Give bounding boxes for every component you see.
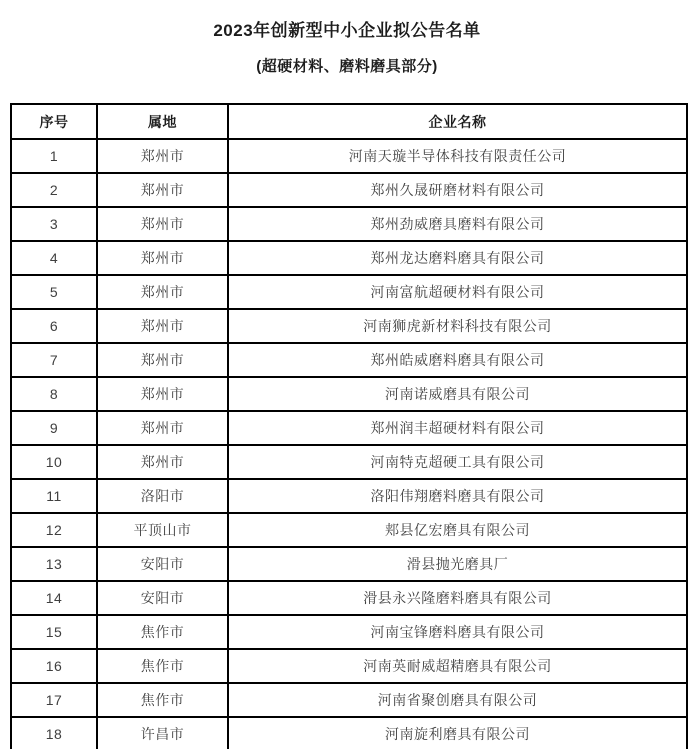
cell-city: 安阳市 [97,581,228,615]
cell-city: 郑州市 [97,241,228,275]
cell-company: 郏县亿宏磨具有限公司 [228,513,687,547]
table-row [11,581,687,615]
cell-city: 洛阳市 [97,479,228,513]
cell-company: 郑州劲威磨具磨料有限公司 [228,207,687,241]
cell-city: 郑州市 [97,275,228,309]
cell-city: 安阳市 [97,547,228,581]
cell-company: 河南富航超硬材料有限公司 [228,275,687,309]
table-row [11,139,687,173]
table-row [11,717,687,749]
column-header-no: 序号 [11,104,97,139]
cell-city: 许昌市 [97,717,228,749]
cell-no: 2 [11,173,97,207]
cell-company: 河南旋利磨具有限公司 [228,717,687,749]
cell-company: 河南宝锋磨料磨具有限公司 [228,615,687,649]
table-body [11,139,687,749]
cell-no: 13 [11,547,97,581]
cell-no: 15 [11,615,97,649]
cell-company: 郑州久晟研磨材料有限公司 [228,173,687,207]
cell-city: 郑州市 [97,343,228,377]
cell-company: 河南特克超硬工具有限公司 [228,445,687,479]
company-table [10,103,688,749]
table-row [11,343,687,377]
cell-city: 郑州市 [97,207,228,241]
cell-no: 8 [11,377,97,411]
table-row [11,377,687,411]
cell-no: 11 [11,479,97,513]
table-header [11,104,687,139]
cell-no: 14 [11,581,97,615]
cell-no: 6 [11,309,97,343]
page-subtitle: (超硬材料、磨料磨具部分) [256,58,438,75]
cell-no: 17 [11,683,97,717]
table-row [11,445,687,479]
table-row [11,207,687,241]
table-row [11,513,687,547]
cell-no: 18 [11,717,97,749]
cell-city: 焦作市 [97,649,228,683]
column-header-city: 属地 [97,104,228,139]
cell-company: 郑州润丰超硬材料有限公司 [228,411,687,445]
cell-no: 16 [11,649,97,683]
cell-company: 河南天璇半导体科技有限责任公司 [228,139,687,173]
cell-city: 郑州市 [97,377,228,411]
column-header-company: 企业名称 [228,104,687,139]
cell-no: 4 [11,241,97,275]
cell-company: 河南诺威磨具有限公司 [228,377,687,411]
cell-company: 郑州皓威磨料磨具有限公司 [228,343,687,377]
cell-company: 河南英耐威超精磨具有限公司 [228,649,687,683]
cell-company: 洛阳伟翔磨料磨具有限公司 [228,479,687,513]
cell-city: 郑州市 [97,411,228,445]
table-row [11,547,687,581]
table-row [11,683,687,717]
cell-company: 河南狮虎新材料科技有限公司 [228,309,687,343]
table-row [11,309,687,343]
cell-company: 滑县抛光磨具厂 [228,547,687,581]
table-row [11,173,687,207]
table-row [11,649,687,683]
table-row [11,241,687,275]
cell-no: 12 [11,513,97,547]
table-row [11,615,687,649]
cell-company: 滑县永兴隆磨料磨具有限公司 [228,581,687,615]
cell-no: 9 [11,411,97,445]
cell-no: 5 [11,275,97,309]
cell-city: 郑州市 [97,445,228,479]
table-row [11,275,687,309]
cell-no: 3 [11,207,97,241]
page-title: 2023年创新型中小企业拟公告名单 [213,21,481,40]
table-row [11,479,687,513]
cell-city: 焦作市 [97,615,228,649]
cell-city: 平顶山市 [97,513,228,547]
table-row [11,411,687,445]
cell-no: 10 [11,445,97,479]
table-header-row [11,104,687,139]
cell-no: 7 [11,343,97,377]
cell-company: 河南省聚创磨具有限公司 [228,683,687,717]
cell-city: 郑州市 [97,173,228,207]
cell-city: 郑州市 [97,139,228,173]
cell-city: 郑州市 [97,309,228,343]
cell-company: 郑州龙达磨料磨具有限公司 [228,241,687,275]
cell-no: 1 [11,139,97,173]
cell-city: 焦作市 [97,683,228,717]
